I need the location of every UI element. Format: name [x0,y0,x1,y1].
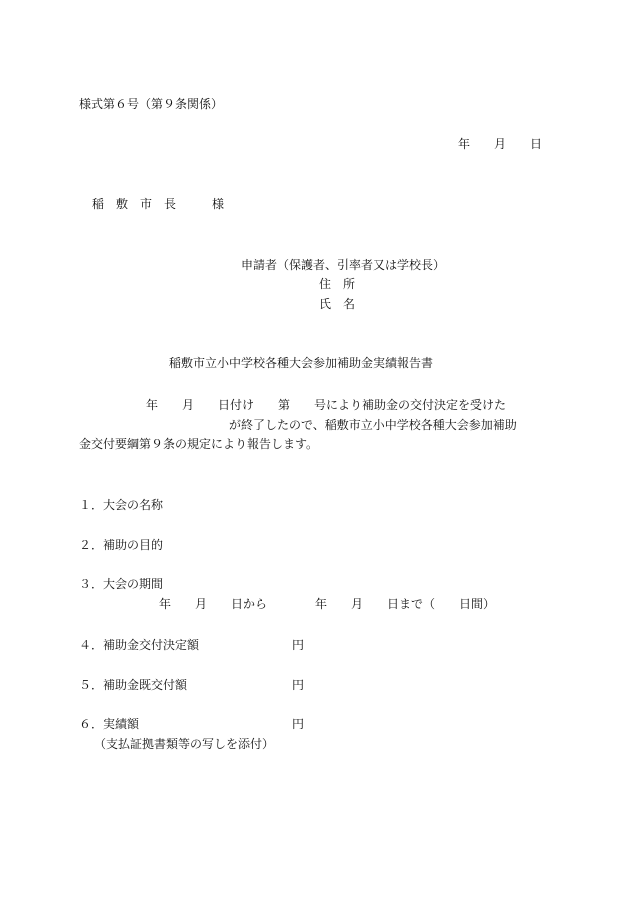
date-line: 年 月 日 [458,137,543,151]
item-3-period-detail: 年 月 日から 年 月 日まで（ 日間） [159,597,496,611]
applicant-heading: 申請者（保護者、引率者又は学校長） [241,258,446,272]
item-4-decided-amount: ４．補助金交付決定額 [79,638,200,652]
item-4-yen: 円 [292,638,305,652]
item-2-purpose: ２．補助の目的 [79,538,164,552]
item-6-actual-amount: ６．実績額 [79,717,140,731]
form-number: 様式第６号（第９条関係） [79,97,224,111]
body-line-3: 金交付要綱第９条の規定により報告します。 [79,437,319,451]
item-5-paid-amount: ５．補助金既交付額 [79,678,188,692]
body-line-1: 年 月 日付け 第 号により補助金の交付決定を受けた [146,398,507,412]
applicant-address-label: 住 所 [319,277,356,291]
item-6-yen: 円 [292,717,305,731]
item-3-period: ３．大会の期間 [79,577,164,591]
body-line-2: が終了したので、稲敷市立小中学校各種大会参加補助 [229,418,517,432]
item-6-note: （支払証拠書類等の写しを添付） [94,737,275,751]
addressee: 稲 敷 市 長 様 [92,197,225,211]
item-1-event-name: １．大会の名称 [79,498,164,512]
item-5-yen: 円 [292,678,305,692]
applicant-name-label: 氏 名 [319,297,356,311]
document-title: 稲敷市立小中学校各種大会参加補助金実績報告書 [169,356,434,370]
